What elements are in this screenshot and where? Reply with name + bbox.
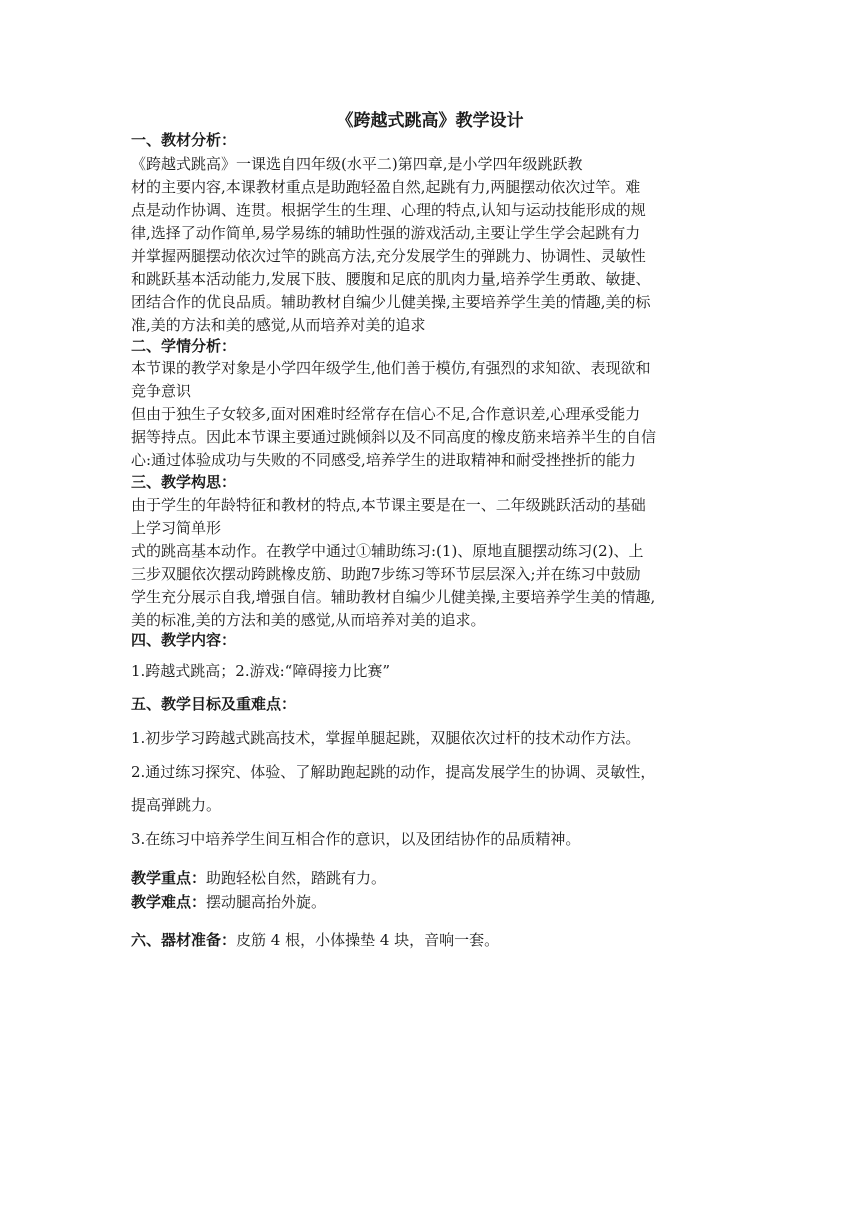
section-2-heading: 二、学情分析： (131, 337, 237, 355)
key-point-label: 教学重点： (131, 869, 207, 887)
difficulty-point (131, 892, 326, 912)
paragraph-line: 竞争意识 (131, 382, 192, 400)
paragraph-line: 上学习简单形 (131, 519, 222, 537)
paragraph-line: 本节课的教学对象是小学四年级学生,他们善于模仿,有强烈的求知欲、表现欲和 (131, 359, 651, 377)
paragraph-line: 据等持点。因此本节课主要通过跳倾斜以及不同高度的橡皮筋来培养半生的自信 (131, 428, 657, 446)
paragraph-line: 但由于独生子女较多,面对困难时经常存在信心不足,合作意识差,心理承受能力 (131, 405, 641, 423)
paragraph-line: 并掌握两腿摆动依次过竿的跳高方法,充分发展学生的弹跳力、协调性、灵敏性 (131, 247, 646, 265)
section-5-heading: 五、教学目标及重难点： (131, 695, 297, 713)
section-6 (131, 930, 499, 950)
section-1-heading: 一、教材分析： (131, 131, 237, 149)
paragraph-line: 材的主要内容,本课教材重点是助跑轻盈自然,起跳有力,两腿摆动依次过竿。难 (131, 178, 641, 196)
paragraph-line: 心:通过体验成功与失败的不同感受,培养学生的进取精神和耐受挫挫折的能力 (131, 451, 636, 469)
section-4-heading: 四、教学内容： (131, 631, 237, 649)
objective-item: 3.在练习中培养学生间互相合作的意识，以及团结协作的品质精神。 (131, 830, 581, 848)
paragraph-line: 《跨越式跳高》一课选自四年级(水平二)第四章,是小学四年级跳跃教 (131, 155, 583, 173)
paragraph-line: 律,选择了动作简单,易学易练的辅助性强的游戏活动,主要让学生学会起跳有力 (131, 224, 641, 242)
paragraph-line: 三步双腿依次摆动跨跳橡皮筋、助跑7步练习等环节层层深入;并在练习中鼓励 (131, 565, 641, 583)
objective-item: 1.初步学习跨越式跳高技术，掌握单腿起跳，双腿依次过杆的技术动作方法。 (131, 729, 641, 747)
section-3-heading: 三、教学构思： (131, 473, 237, 491)
paragraph-line: 学生充分展示自我,增强自信。辅助教材自编少儿健美操,主要培养学生美的情趣, (131, 588, 656, 606)
key-point-text: 助跑轻松自然，踏跳有力。 (206, 869, 387, 887)
paragraph-line: 式的跳高基本动作。在教学中通过①辅助练习:(1)、原地直腿摆动练习(2)、上 (131, 542, 644, 560)
difficulty-text: 摆动腿高抬外旋。 (206, 893, 327, 911)
objective-item: 提高弹跳力。 (131, 796, 222, 814)
equipment-text: 皮筋 4 根，小体操垫 4 块，音响一套。 (236, 931, 500, 949)
key-point (131, 868, 386, 888)
paragraph-line: 准,美的方法和美的感觉,从而培养对美的追求 (131, 316, 426, 334)
paragraph-line: 团结合作的优良品质。辅助教材自编少儿健美操,主要培养学生美的情趣,美的标 (131, 293, 651, 311)
section-6-heading: 六、器材准备： (131, 931, 237, 949)
teaching-content: 1.跨越式跳高；2.游戏:“障碍接力比赛” (131, 662, 391, 680)
paragraph-line: 和跳跃基本活动能力,发展下肢、腰腹和足底的肌肉力量,培养学生勇敢、敏捷、 (131, 270, 651, 288)
document-title: 《跨越式跳高》教学设计 (336, 111, 524, 131)
paragraph-line: 点是动作协调、连贯。根据学生的生理、心理的特点,认知与运动技能形成的规 (131, 201, 646, 219)
difficulty-label: 教学难点： (131, 893, 207, 911)
objective-item: 2.通过练习探究、体验、了解助跑起跳的动作，提高发展学生的协调、灵敏性， (131, 763, 656, 781)
paragraph-line: 由于学生的年龄特征和教材的特点,本节课主要是在一、二年级跳跃活动的基础 (131, 496, 646, 514)
paragraph-line: 美的标准,美的方法和美的感觉,从而培养对美的追求。 (131, 611, 486, 629)
